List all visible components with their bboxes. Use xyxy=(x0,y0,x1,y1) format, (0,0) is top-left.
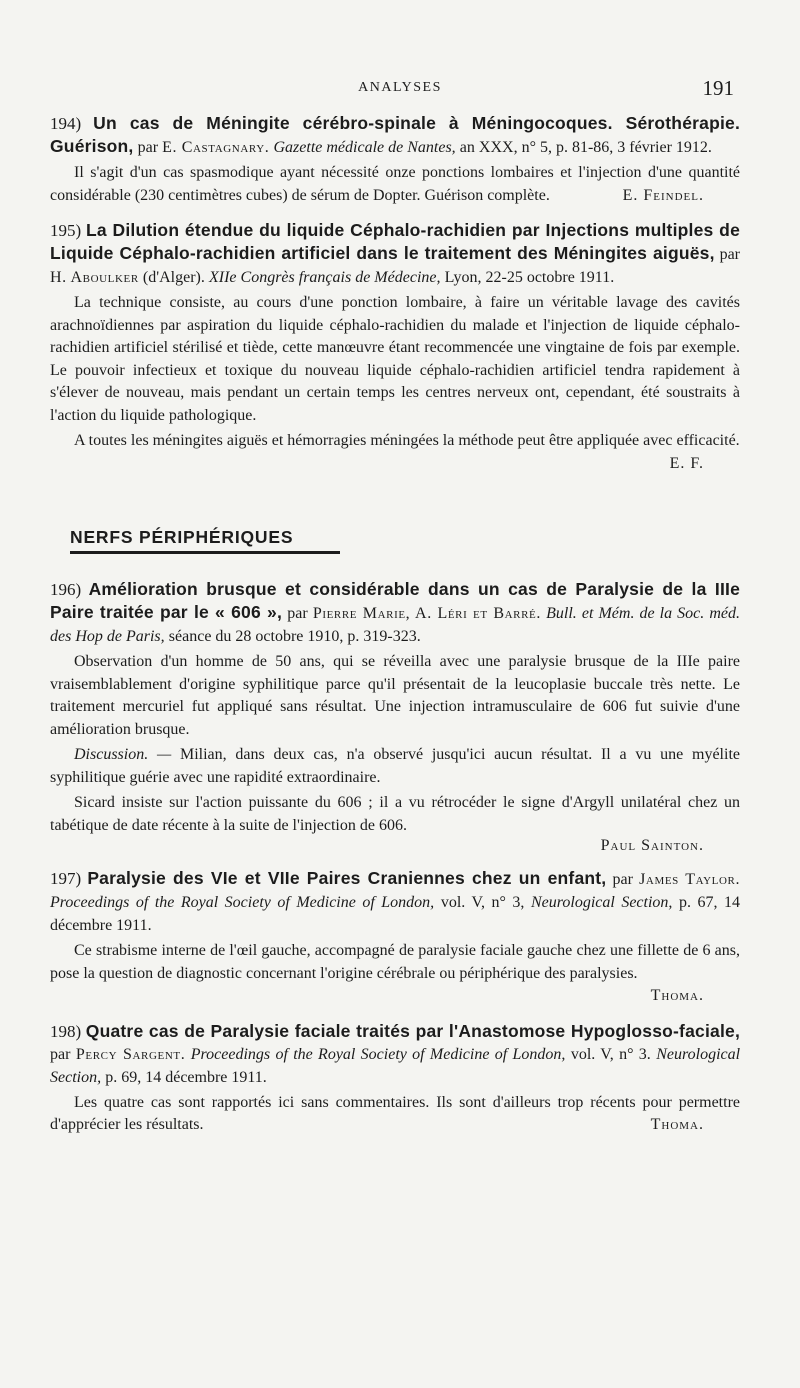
abstract-paragraph xyxy=(50,940,740,1004)
entry-author: Percy Sargent. xyxy=(75,1045,186,1063)
entry-author: Pierre Marie, A. Léri et Barré. xyxy=(312,605,541,622)
entry-journal: Bull. et Mém. de la Soc. méd. des Hop de Paris, xyxy=(50,605,740,645)
entry-title: Un cas de Méningite cérébro-spinale à Méningocoques. Sérothérapie. Guérison, xyxy=(50,113,741,156)
reviewer-signature: Thoma. xyxy=(650,987,704,1004)
entry-number: 196) xyxy=(50,580,82,599)
entry-journal: Gazette médicale de Nantes, xyxy=(273,139,456,156)
entry-journal: Proceedings of the Royal Society of Medicine of London, xyxy=(50,894,435,911)
entry-author: H. Aboulker xyxy=(50,269,139,286)
entry-journal: XIIe Congrès français de Médecine, xyxy=(209,269,441,286)
entry-by: par xyxy=(50,1045,71,1063)
running-title: ANALYSES xyxy=(358,80,442,95)
paragraph-text: Ce strabisme interne de l'œil gauche, accompagné de paralysie faciale gauche chez une fillette de 6 ans, pose la question de diagnostic concernant l'origine cérébrale ou périphérique des paralysies. xyxy=(50,942,740,982)
entry-title: Amélioration brusque et considérable dans un cas de Paralysie de la IIIe Paire traitée par le « 606 », xyxy=(50,579,740,622)
entry-affiliation: (d'Alger). xyxy=(142,269,205,286)
paragraph-text: Les quatre cas sont rapportés ici sans commentaires. Ils sont d'ailleurs trop récents pour permettre d'apprécier les résultats. xyxy=(50,1093,740,1133)
paragraph-text: Il s'agit d'un cas spasmodique ayant nécessité onze ponctions lombaires et l'injection d'une quantité considérable (230 centimètres cubes) de sérum de Dopter. Guérison complète. xyxy=(50,164,740,204)
entry-heading xyxy=(50,112,740,159)
entry-details: Lyon, 22-25 octobre 1911. xyxy=(444,269,615,286)
abstract-entry-197 xyxy=(50,867,740,1008)
abstract-paragraph: Observation d'un homme de 50 ans, qui se réveilla avec une paralysie brusque de la IIIe paire vraisemblablement d'origine syphilitique parce qu'il présentait de la leucoplasie buccale très nette. Le traitement mercuriel fut appliqué sans résultat. Une injection intramusculaire de 606 fut suivie d'une amélioration brusque. xyxy=(50,653,740,738)
entry-by: par xyxy=(137,139,159,156)
entry-number: 197) xyxy=(50,869,82,888)
reviewer-signature: E. F. xyxy=(669,454,704,472)
entry-by: par xyxy=(287,605,308,622)
entry-author: James Taylor. xyxy=(639,871,741,888)
entry-details: vol. V, n° 3, xyxy=(440,894,525,911)
entry-details: séance du 28 octobre 1910, p. 319-323. xyxy=(168,628,421,645)
page-content xyxy=(50,112,740,1149)
entry-journal-section: Neurological Section, xyxy=(530,894,673,911)
entry-heading xyxy=(50,1020,740,1089)
entry-title: La Dilution étendue du liquide Céphalo-rachidien par Injections multiples de Liquide Céphalo-rachidien artificiel dans le traitement des Méningites aiguës, xyxy=(50,220,740,263)
entry-heading xyxy=(50,578,740,648)
abstract-entry-195 xyxy=(50,219,740,475)
abstract-paragraph xyxy=(50,162,740,207)
entry-details-2: p. 67, 14 décembre 1911. xyxy=(50,894,741,934)
entry-title: Paralysie des VIe et VIIe Paires Craniennes chez un enfant, xyxy=(87,868,607,888)
abstract-entry-198 xyxy=(50,1020,740,1137)
reviewer-signature: E. Feindel. xyxy=(622,186,704,204)
page-number: 191 xyxy=(702,76,734,100)
abstract-paragraph: Sicard insiste sur l'action puissante du 606 ; il a vu rétrocéder le signe d'Argyll unilatéral chez un tabétique de date récente à la suite de l'injection de 606. xyxy=(50,794,740,834)
running-head xyxy=(0,78,800,102)
discussion-paragraph xyxy=(50,744,740,789)
entry-heading xyxy=(50,867,740,937)
reviewer-signature: Paul Sainton. xyxy=(600,837,704,854)
abstract-paragraph xyxy=(50,1092,740,1137)
entry-by: par xyxy=(719,246,741,263)
abstract-entry-196 xyxy=(50,578,740,855)
entry-number: 194) xyxy=(50,114,82,133)
abstract-paragraph: La technique consiste, au cours d'une ponction lombaire, à faire un véritable lavage des cavités arachnoïdiennes par aspiration du liquide céphalo-rachidien du malade et l'injection de liquide céphalo-rachidien artificiel stérilisé et tiède, cette manœuvre étant recommencée une vingtaine de fois par exemple. Le pouvoir infectieux et toxique du nouveau liquide céphalo-rachidien artificiel tendra rapidement à s'élever de nouveau, mais pendant un certain temps les centres nerveux ont, cependant, été soustraits à l'action du liquide pathologique. xyxy=(50,294,740,424)
entry-details: vol. V, n° 3. xyxy=(570,1045,651,1063)
entry-number: 195) xyxy=(50,221,82,240)
paragraph-text: Milian, dans deux cas, n'a observé jusqu'ici aucun résultat. Il a vu une myélite syphilitique guérie avec une rapidité extraordinaire. xyxy=(50,746,740,786)
entry-journal-section: Neurological Section, xyxy=(50,1045,741,1086)
entry-by: par xyxy=(612,871,633,888)
entry-title: Quatre cas de Paralysie faciale traités par l'Anastomose Hypoglosso-faciale, xyxy=(85,1020,741,1041)
paragraph-text: A toutes les méningites aiguës et hémorragies méningées la méthode peut être appliquée avec efficacité. xyxy=(74,432,740,449)
abstract-paragraph xyxy=(50,430,740,472)
entry-details-2: p. 69, 14 décembre 1911. xyxy=(105,1068,267,1086)
entry-details: an XXX, n° 5, p. 81-86, 3 février 1912. xyxy=(459,139,712,156)
discussion-label: Discussion. — xyxy=(74,746,172,763)
entry-journal: Proceedings of the Royal Society of Medicine of London, xyxy=(190,1045,566,1063)
reviewer-signature: Thoma. xyxy=(650,1116,704,1133)
entry-number: 198) xyxy=(50,1021,82,1041)
abstract-entry-194 xyxy=(50,112,740,207)
entry-heading xyxy=(50,219,740,289)
entry-author: E. Castagnary. xyxy=(162,139,270,156)
section-heading: NERFS PÉRIPHÉRIQUES xyxy=(70,527,340,554)
